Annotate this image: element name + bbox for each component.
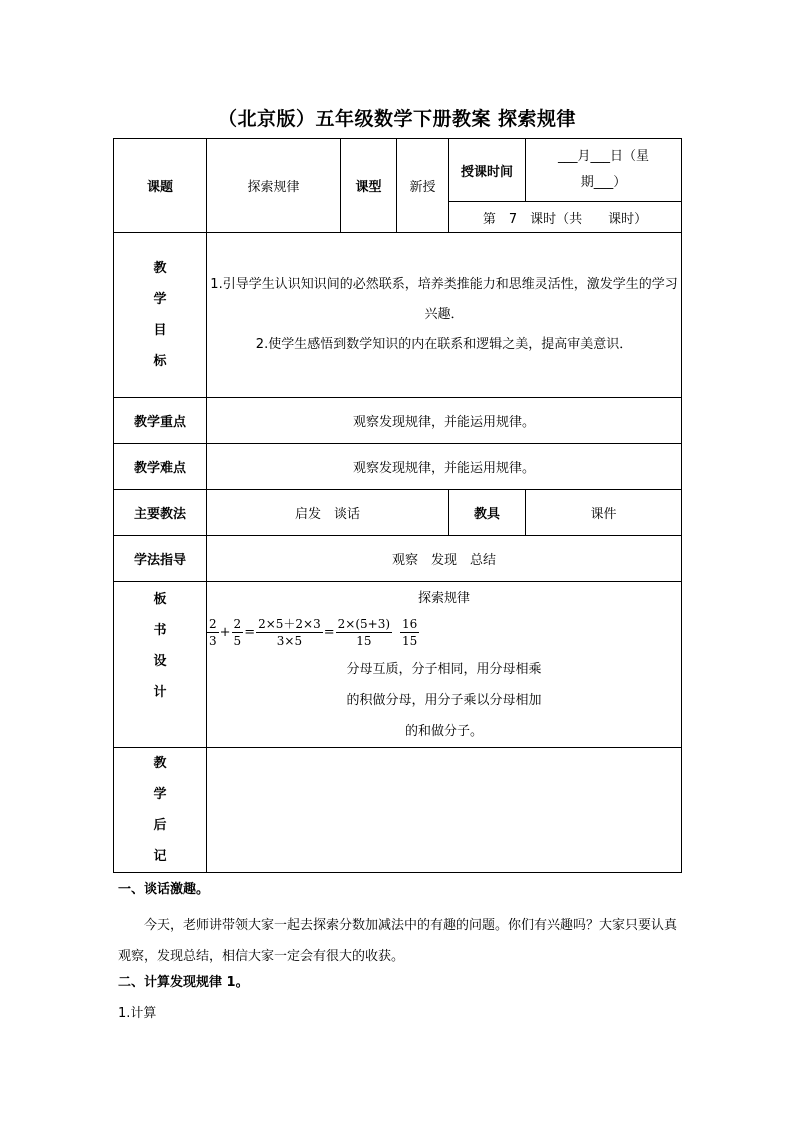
date-line-1: ___月___日（星 — [557, 149, 649, 164]
time-label: 授课时间 — [449, 139, 526, 202]
goal-label-cell — [114, 233, 207, 398]
board-title: 探索规律 — [417, 591, 470, 606]
board-line: 的积做分母，用分子乘以分母相加 — [346, 693, 542, 708]
fraction: $\frac{16}{15}$ — [402, 616, 418, 648]
reflection-label-char: 学 — [153, 787, 167, 802]
paragraph: 1.计算 — [118, 1006, 157, 1021]
method-value: 启发 谈话 — [207, 490, 449, 536]
reflection-label-char: 教 — [153, 756, 167, 771]
board-label-cell — [114, 582, 207, 748]
difficulty-value: 观察发现规律，并能运用规律。 — [207, 444, 682, 490]
board-label-char: 设 — [153, 654, 167, 669]
guide-label: 学法指导 — [114, 536, 207, 582]
board-formula — [207, 610, 681, 654]
board-label-char: 板 — [153, 592, 167, 607]
fraction: $\frac{2\times 5+2\times 3}{3\times 5}$ — [258, 616, 321, 648]
board-cell — [207, 582, 682, 748]
fraction: $\frac{2}{3}$ — [209, 616, 217, 648]
goal-label-char: 教 — [153, 261, 167, 276]
guide-value: 观察 发现 总结 — [207, 536, 682, 582]
board-line: 分母互质，分子相同，用分母相乘 — [346, 662, 542, 677]
lesson-plan-table — [113, 138, 682, 873]
date-line-2: 期___） — [580, 175, 627, 190]
fraction: $\frac{2\times(5+3)}{15}$ — [337, 616, 391, 648]
method-label: 主要教法 — [114, 490, 207, 536]
page-title: （北京版）五年级数学下册教案 探索规律 — [217, 108, 577, 130]
paragraph: 今天，老师讲带领大家一起去探索分数加减法中的有趣的问题。你们有兴趣吗？大家只要认真观察，发现总结，相信大家一定会有很大的收获。 — [118, 918, 678, 964]
topic-label: 课题 — [114, 139, 207, 233]
reflection-cell — [207, 748, 682, 873]
board-label-char: 书 — [153, 623, 167, 638]
equals-sign: = — [244, 624, 256, 640]
section-heading: 二、计算发现规律 1。 — [118, 975, 249, 990]
type-value: 新授 — [397, 139, 449, 233]
key-value: 观察发现规律，并能运用规律。 — [207, 398, 682, 444]
reflection-label-char: 后 — [153, 818, 167, 833]
equals-sign: = — [323, 624, 335, 640]
goal-1: 1.引导学生认识知识间的必然联系，培养类推能力和思维灵活性，激发学生的学习兴趣． — [210, 277, 678, 322]
plus-sign: + — [219, 624, 231, 640]
reflection-label-char: 记 — [153, 849, 167, 864]
tools-label: 教具 — [449, 490, 526, 536]
board-label-char: 计 — [153, 685, 167, 700]
topic-value: 探索规律 — [207, 139, 341, 233]
date-cell — [526, 139, 682, 202]
lesson-count: 第 7 课时（共 课时） — [449, 202, 682, 233]
goal-label-char: 目 — [153, 323, 167, 338]
type-label: 课型 — [341, 139, 397, 233]
board-line: 的和做分子。 — [404, 724, 483, 739]
section-heading: 一、谈话激趣。 — [118, 882, 210, 897]
goal-2: 2.使学生感悟到数学知识的内在联系和逻辑之美，提高审美意识． — [255, 337, 633, 352]
goal-label-char: 学 — [153, 292, 167, 307]
goal-label-char: 标 — [153, 354, 167, 369]
key-label: 教学重点 — [114, 398, 207, 444]
fraction: $\frac{2}{5}$ — [233, 616, 242, 648]
reflection-label-cell — [114, 748, 207, 873]
tools-value: 课件 — [526, 490, 682, 536]
difficulty-label: 教学难点 — [114, 444, 207, 490]
goal-cell — [207, 233, 682, 398]
